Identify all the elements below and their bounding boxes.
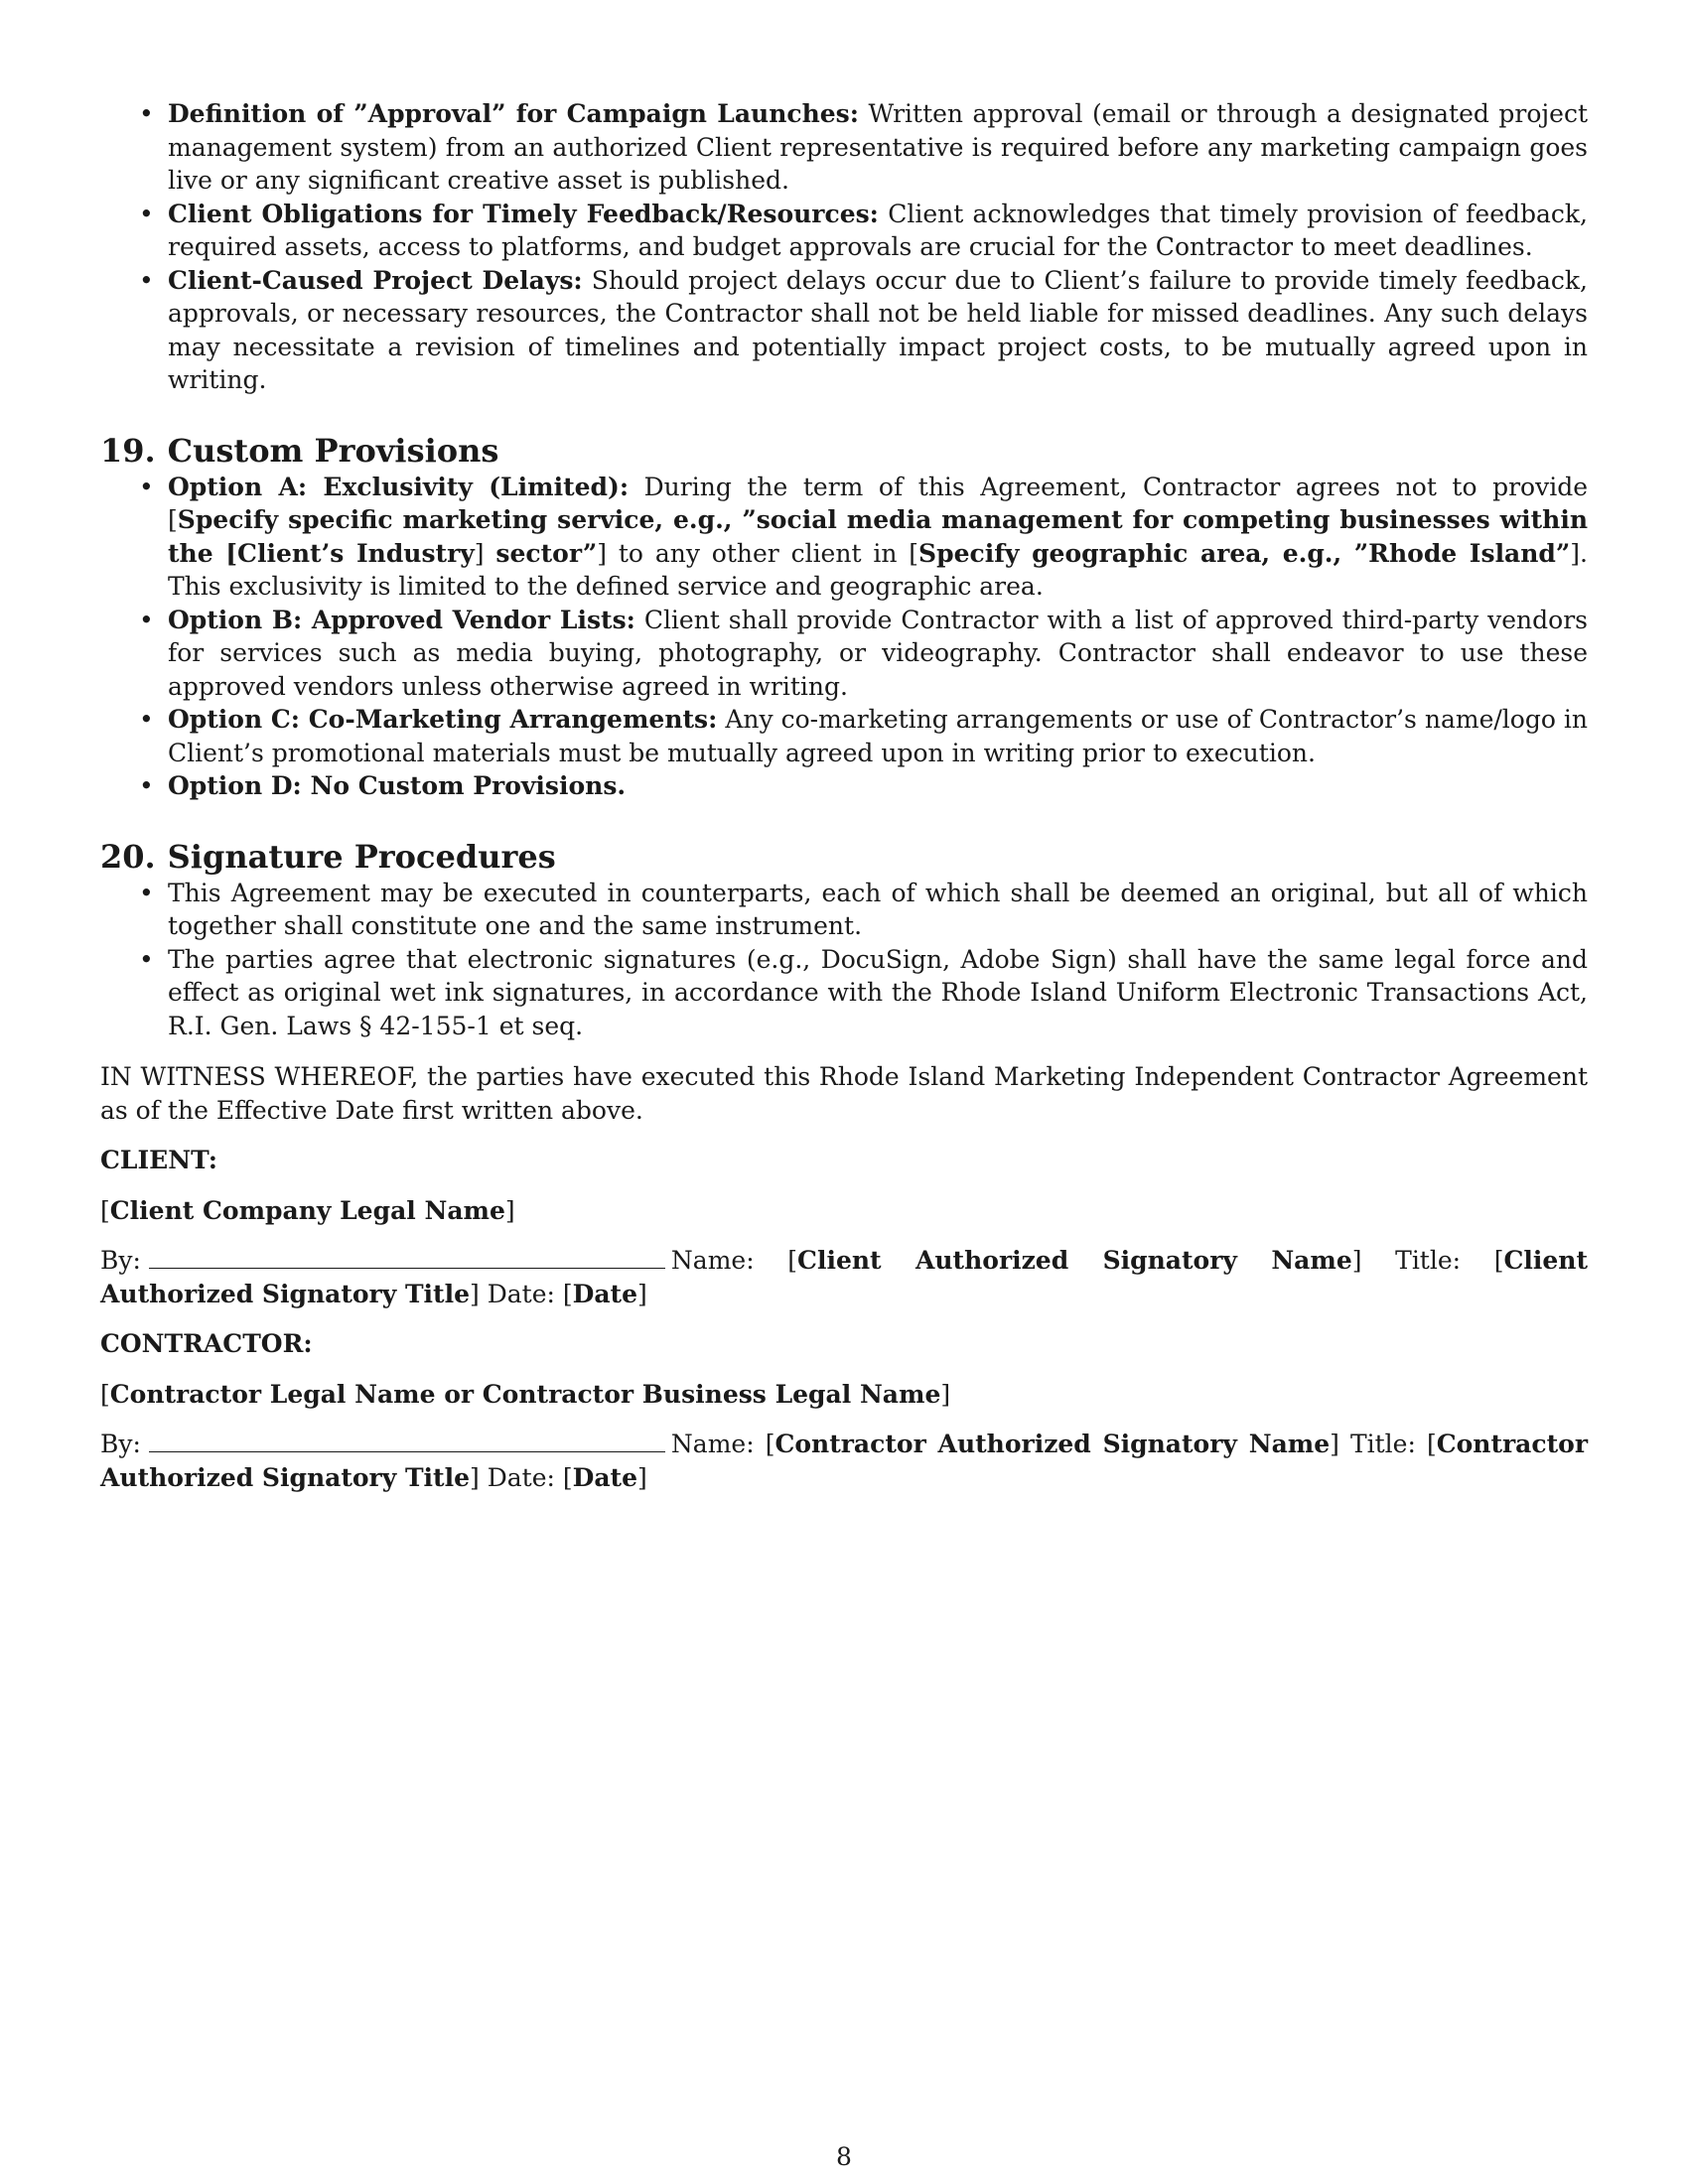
- option-term: Option D: No Custom Provisions.: [168, 771, 627, 800]
- section-number: 19.: [100, 431, 156, 470]
- client-company-name: Client Company Legal Name: [109, 1195, 505, 1225]
- date-label: Date:: [487, 1462, 555, 1492]
- contractor-signature-block: By: Name: [Contractor Authorized Signatory Name] Title: [Contractor Authorized Signatory Title] Date: [Date]: [100, 1430, 1588, 1492]
- client-signatory-name: Client Authorized Signatory Name: [797, 1246, 1352, 1275]
- list-item: • This Agreement may be executed in counterparts, each of which shall be deemed an original, but all of which together shall constitute one and the same instrument.: [139, 878, 1588, 940]
- section-19-list: [100, 471, 1588, 803]
- date-label: Date:: [487, 1279, 555, 1308]
- contractor-signature-line[interactable]: [149, 1428, 665, 1452]
- option-c: • Option C: Co-Marketing Arrangements: Any co-marketing arrangements or use of Contractor’s name/logo in Client’s promotional materials must be mutually agreed upon in writing prior to execution.: [139, 705, 1588, 767]
- option-d: • Option D: No Custom Provisions.: [139, 771, 627, 800]
- option-text: Client shall provide Contractor with a list of approved third-party vendors for services such as media buying, photography, or videography. Contractor shall endeavor to use these approved vendors unless otherwise agreed in writing.: [168, 605, 1588, 701]
- client-date: Date: [572, 1279, 637, 1308]
- option-text: Any co-marketing arrangements or use of Contractor’s name/logo in Client’s promotional materials must be mutually agreed upon in writing prior to execution.: [168, 705, 1588, 767]
- placeholder-service: Specify specific marketing service, e.g., ”social media management for competing businesses within the [Client’s Industry: [168, 505, 1588, 568]
- bullet-text: Client acknowledges that timely provision of feedback, required assets, access to platforms, and budget approvals are crucial for the Contractor to meet deadlines.: [168, 199, 1589, 261]
- placeholder-area: Specify geographic area, e.g., ”Rhode Island”: [918, 538, 1571, 568]
- option-a: • Option A: Exclusivity (Limited): During the term of this Agreement, Contractor agrees not to provide [Specify specific marketing service, e.g., ”social media management for competing businesses within the [Client’s Industry] sector”] to any other client in [Specify geographic area, e.g., ”Rhode Island”]. This exclusivity is limited to the defined service and geographic area.: [139, 472, 1588, 601]
- bullet-text: Should project delays occur due to Client’s failure to provide timely feedback, approvals, or necessary resources, the Contractor shall not be held liable for missed deadlines. Any such delays may necessitate a revision of timelines and potentially impact project costs, to be mutually agreed upon in writing.: [168, 265, 1589, 394]
- witness-paragraph: IN WITNESS WHEREOF, the parties have executed this Rhode Island Marketing Independent Contractor Agreement as of the Effective Date first written above.: [100, 1062, 1588, 1125]
- title-label: Title:: [1395, 1246, 1462, 1275]
- section-number: 20.: [100, 837, 156, 876]
- client-signature-block: By: Name: [Client Authorized Signatory Name] Title: [Client Authorized Signatory Title] Date: [Date]: [100, 1246, 1589, 1308]
- contractor-company-name: Contractor Legal Name or Contractor Business Legal Name: [109, 1379, 941, 1409]
- section-title: Signature Procedures: [167, 837, 556, 876]
- contractor-date: Date: [572, 1462, 637, 1492]
- placeholder-sector: sector”: [495, 538, 598, 568]
- section-title: Custom Provisions: [167, 431, 499, 470]
- section-18-list: [100, 97, 1588, 397]
- contractor-signatory-title: Contractor Authorized Signatory Title: [100, 1430, 1588, 1492]
- client-label: CLIENT:: [100, 1146, 218, 1174]
- bullet-term: Client-Caused Project Delays:: [168, 265, 583, 295]
- title-label: Title:: [1349, 1430, 1416, 1458]
- option-text: ]. This exclusivity is limited to the defined service and geographic area.: [168, 538, 1588, 601]
- page-number: 8: [836, 2142, 852, 2171]
- contractor-signatory-name: Contractor Authorized Signatory Name: [774, 1430, 1331, 1458]
- bullet-text: The parties agree that electronic signatures (e.g., DocuSign, Adobe Sign) shall have the same legal force and effect as original wet ink signatures, in accordance with the Rhode Island Uniform Electronic Transactions Act, R.I. Gen. Laws § 42-155-1 et seq.: [168, 944, 1588, 1040]
- client-company: [Client Company Legal Name]: [100, 1195, 515, 1225]
- bullet-term: Client Obligations for Timely Feedback/Resources:: [168, 199, 879, 228]
- client-signature-line[interactable]: [149, 1244, 665, 1269]
- section-20-heading: [100, 837, 1588, 877]
- bullet-text: Written approval (email or through a designated project management system) from an authorized Client representative is required before any marketing campaign goes live or any significant creative asset is published.: [168, 99, 1589, 195]
- list-item: • The parties agree that electronic signatures (e.g., DocuSign, Adobe Sign) shall have the same legal force and effect as original wet ink signatures, in accordance with the Rhode Island Uniform Electronic Transactions Act, R.I. Gen. Laws § 42-155-1 et seq.: [139, 944, 1588, 1040]
- option-term: Option C: Co-Marketing Arrangements:: [168, 705, 718, 734]
- bullet-text: This Agreement may be executed in counterparts, each of which shall be deemed an original, but all of which together shall constitute one and the same instrument.: [168, 878, 1588, 940]
- list-item: • Client-Caused Project Delays: Should project delays occur due to Client’s failure to provide timely feedback, approvals, or necessary resources, the Contractor shall not be held liable for missed deadlines. Any such delays may necessitate a revision of timelines and potentially impact project costs, to be mutually agreed upon in writing.: [139, 265, 1589, 394]
- document-page: [100, 97, 1588, 1494]
- option-text: ]: [474, 538, 496, 568]
- option-b: • Option B: Approved Vendor Lists: Client shall provide Contractor with a list of approved third-party vendors for services such as media buying, photography, or videography. Contractor shall endeavor to use these approved vendors unless otherwise agreed in writing.: [139, 605, 1588, 701]
- section-19-heading: [100, 431, 1588, 471]
- list-item: • Client Obligations for Timely Feedback/Resources: Client acknowledges that timely provision of feedback, required assets, access to platforms, and budget approvals are crucial for the Contractor to meet deadlines.: [139, 199, 1589, 261]
- contractor-label: CONTRACTOR:: [100, 1329, 313, 1358]
- bullet-term: Definition of ”Approval” for Campaign Launches:: [168, 99, 859, 128]
- option-text: During the term of this Agreement, Contractor agrees not to provide [: [168, 472, 1588, 534]
- option-term: Option B: Approved Vendor Lists:: [168, 605, 635, 634]
- by-label: By:: [100, 1246, 141, 1275]
- option-text: ] to any other client in [: [597, 538, 919, 568]
- name-label: Name:: [670, 1246, 755, 1275]
- list-item: • Definition of ”Approval” for Campaign Launches: Written approval (email or through a designated project management system) from an authorized Client representative is required before any marketing campaign goes live or any significant creative asset is published.: [139, 99, 1589, 195]
- by-label: By:: [100, 1430, 141, 1458]
- client-signatory-title: Client Authorized Signatory Title: [100, 1246, 1589, 1308]
- option-term: Option A: Exclusivity (Limited):: [168, 472, 630, 501]
- contractor-company: [Contractor Legal Name or Contractor Business Legal Name]: [100, 1379, 951, 1409]
- name-label: Name:: [670, 1430, 755, 1458]
- section-20-list: [100, 877, 1588, 1043]
